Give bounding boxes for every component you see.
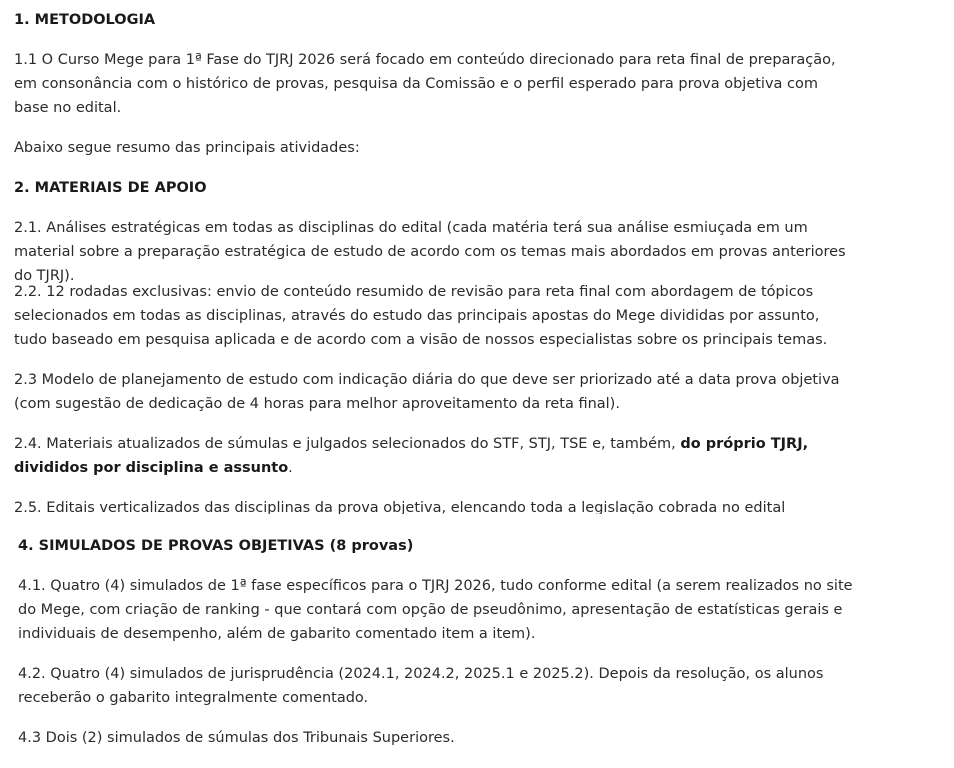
activities-intro: Abaixo segue resumo das principais atividades: (14, 140, 360, 156)
paragraph-2-4-bold: do próprio TJRJ, divididos por disciplina e assunto (14, 436, 809, 476)
paragraph-2-5: 2.5. Editais verticalizados das disciplinas da prova objetiva, elencando toda a legislação cobrada no edital (14, 500, 786, 514)
paragraph-4-2: 4.2. Quatro (4) simulados de jurisprudência (2024.1, 2024.2, 2025.1 e 2025.2). Depois da resolução, os alunos receberão o gabarito integralmente comentado. (18, 666, 824, 706)
paragraph-2-4-text: 2.4. Materiais atualizados de súmulas e julgados selecionados do STF, STJ, TSE e, também, (14, 436, 681, 452)
paragraph-2-4 (14, 432, 854, 480)
section-1-heading: 1. METODOLOGIA (14, 12, 156, 28)
paragraph-2-4-end: . (288, 460, 293, 476)
paragraph-2-3: 2.3 Modelo de planejamento de estudo com indicação diária do que deve ser priorizado até a data prova objetiva (com sugestão de dedicação de 4 horas para melhor aproveitamento da reta final). (14, 372, 840, 412)
paragraph-4-1: 4.1. Quatro (4) simulados de 1ª fase específicos para o TJRJ 2026, tudo conforme edital (a serem realizados no site do Mege, com criação de ranking - que contará com opção de pseudônimo, apresentação de estatísticas gerais e individuais de desempenho, além de gabarito comentado item a item). (18, 578, 853, 642)
paragraph-2-5-clipped (14, 496, 914, 514)
paragraph-2-1: 2.1. Análises estratégicas em todas as disciplinas do edital (cada matéria terá sua análise esmiuçada em um material sobre a preparação estratégica de estudo de acordo com os temas mais abordados em provas anteriores do TJRJ). (14, 220, 846, 284)
paragraph-1-1: 1.1 O Curso Mege para 1ª Fase do TJRJ 2026 será focado em conteúdo direcionado para reta final de preparação, em consonância com o histórico de provas, pesquisa da Comissão e o perfil esperado para prova objetiva com base no edital. (14, 52, 836, 116)
section-4-heading: 4. SIMULADOS DE PROVAS OBJETIVAS (8 provas) (18, 538, 414, 554)
section-2-heading: 2. MATERIAIS DE APOIO (14, 180, 207, 196)
paragraph-4-3: 4.3 Dois (2) simulados de súmulas dos Tribunais Superiores. (18, 730, 455, 746)
paragraph-2-2: 2.2. 12 rodadas exclusivas: envio de conteúdo resumido de revisão para reta final com abordagem de tópicos selecionados em todas as disciplinas, através do estudo das principais apostas do Mege divididas por assunto, tudo baseado em pesquisa aplicada e de acordo com a visão de nossos especialistas sobre os principais temas. (14, 284, 828, 348)
